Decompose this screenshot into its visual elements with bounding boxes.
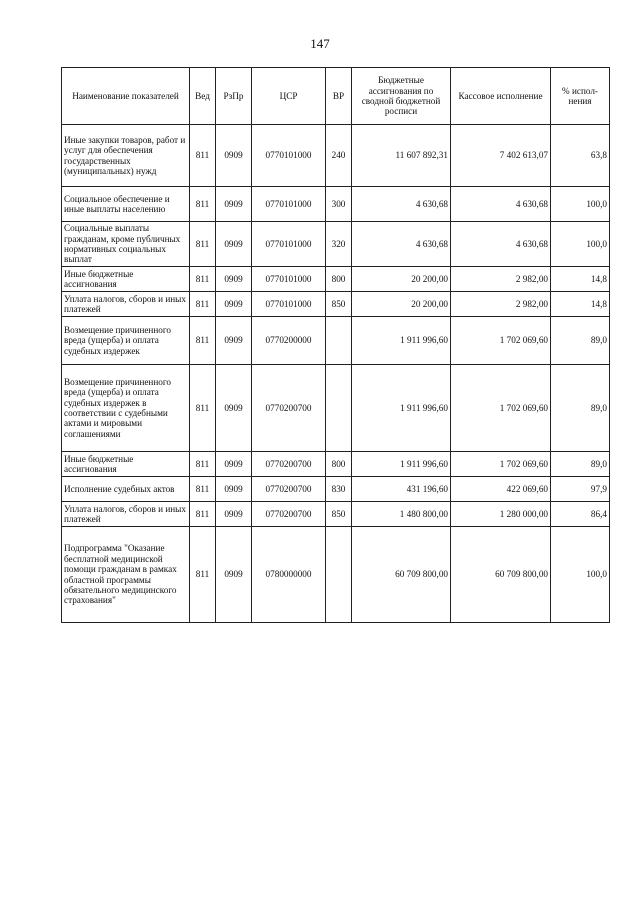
row-cash-cell: 7 402 613,07 [451,125,551,187]
table-row [62,125,610,187]
row-name-cell: Исполнение судебных актов [62,477,190,502]
row-vr-cell: 830 [326,477,352,502]
row-ved-cell: 811 [190,222,216,267]
row-name-cell: Социальное обеспечение и иные выплаты населению [62,187,190,222]
row-pct-cell: 100,0 [551,222,610,267]
row-csr-cell: 0770101000 [252,125,326,187]
row-budget-cell: 11 607 892,31 [352,125,451,187]
row-csr-cell: 0770200000 [252,317,326,365]
row-csr-cell: 0770101000 [252,222,326,267]
row-rzpr-cell: 0909 [216,452,252,477]
row-pct-cell: 63,8 [551,125,610,187]
row-budget-cell: 1 911 996,60 [352,365,451,452]
table-row [62,317,610,365]
row-csr-cell: 0770200700 [252,365,326,452]
row-ved-cell: 811 [190,267,216,292]
row-pct-cell: 14,8 [551,267,610,292]
row-ved-cell: 811 [190,502,216,527]
row-budget-cell: 4 630,68 [352,222,451,267]
row-pct-cell: 89,0 [551,365,610,452]
table-row [62,222,610,267]
row-rzpr-cell: 0909 [216,477,252,502]
row-ved-cell: 811 [190,317,216,365]
row-vr-cell: 240 [326,125,352,187]
row-ved-cell: 811 [190,452,216,477]
row-rzpr-cell: 0909 [216,502,252,527]
row-ved-cell: 811 [190,187,216,222]
row-ved-cell: 811 [190,527,216,623]
row-budget-cell: 20 200,00 [352,292,451,317]
row-vr-cell: 800 [326,267,352,292]
row-name-cell: Иные закупки товаров, работ и услуг для обеспечения государственных (муниципальных) нужд [62,125,190,187]
row-cash-cell: 4 630,68 [451,187,551,222]
row-rzpr-cell: 0909 [216,222,252,267]
row-rzpr-cell: 0909 [216,187,252,222]
row-csr-cell: 0770101000 [252,187,326,222]
header-ved: Вед [190,68,216,125]
row-budget-cell: 4 630,68 [352,187,451,222]
header-cash: Кассовое исполнение [451,68,551,125]
row-name-cell: Социальные выплаты гражданам, кроме публичных нормативных социальных выплат [62,222,190,267]
row-csr-cell: 0770101000 [252,292,326,317]
header-name: Наименование показателей [62,68,190,125]
header-pct: % испол-нения [551,68,610,125]
row-name-cell: Иные бюджетные ассигнования [62,267,190,292]
header-rzpr: РзПр [216,68,252,125]
table-body [62,125,610,623]
table-row [62,527,610,623]
row-pct-cell: 89,0 [551,317,610,365]
row-cash-cell: 1 280 000,00 [451,502,551,527]
row-budget-cell: 431 196,60 [352,477,451,502]
row-name-cell: Возмещение причиненного вреда (ущерба) и оплата судебных издержек [62,317,190,365]
row-rzpr-cell: 0909 [216,125,252,187]
row-rzpr-cell: 0909 [216,267,252,292]
row-pct-cell: 97,9 [551,477,610,502]
row-vr-cell: 300 [326,187,352,222]
table-row [62,267,610,292]
row-vr-cell: 850 [326,502,352,527]
row-rzpr-cell: 0909 [216,527,252,623]
table-row [62,365,610,452]
row-csr-cell: 0770200700 [252,452,326,477]
row-name-cell: Подпрограмма "Оказание бесплатной медицинской помощи гражданам в рамках областной программы обязательного медицинского страхования" [62,527,190,623]
row-vr-cell [326,317,352,365]
row-vr-cell: 800 [326,452,352,477]
row-cash-cell: 4 630,68 [451,222,551,267]
row-cash-cell: 2 982,00 [451,292,551,317]
row-csr-cell: 0770200700 [252,477,326,502]
row-rzpr-cell: 0909 [216,365,252,452]
row-name-cell: Иные бюджетные ассигнования [62,452,190,477]
table-row [62,502,610,527]
row-vr-cell: 850 [326,292,352,317]
row-budget-cell: 60 709 800,00 [352,527,451,623]
row-csr-cell: 0780000000 [252,527,326,623]
row-pct-cell: 14,8 [551,292,610,317]
row-rzpr-cell: 0909 [216,292,252,317]
table-row [62,187,610,222]
table-row [62,292,610,317]
row-ved-cell: 811 [190,292,216,317]
row-cash-cell: 2 982,00 [451,267,551,292]
row-cash-cell: 60 709 800,00 [451,527,551,623]
row-pct-cell: 100,0 [551,527,610,623]
row-budget-cell: 1 480 800,00 [352,502,451,527]
row-name-cell: Возмещение причиненного вреда (ущерба) и оплата судебных издержек в соответствии с судебными актами и мировыми соглашениями [62,365,190,452]
header-csr: ЦСР [252,68,326,125]
row-ved-cell: 811 [190,365,216,452]
table-row [62,477,610,502]
row-ved-cell: 811 [190,125,216,187]
row-cash-cell: 1 702 069,60 [451,317,551,365]
row-vr-cell [326,527,352,623]
row-cash-cell: 1 702 069,60 [451,452,551,477]
row-budget-cell: 20 200,00 [352,267,451,292]
row-ved-cell: 811 [190,477,216,502]
row-vr-cell: 320 [326,222,352,267]
header-budget: Бюджетные ассигнования по сводной бюджетной росписи [352,68,451,125]
header-vr: ВР [326,68,352,125]
row-name-cell: Уплата налогов, сборов и иных платежей [62,502,190,527]
budget-execution-table [61,67,610,623]
row-csr-cell: 0770200700 [252,502,326,527]
row-vr-cell [326,365,352,452]
row-pct-cell: 86,4 [551,502,610,527]
row-csr-cell: 0770101000 [252,267,326,292]
row-budget-cell: 1 911 996,60 [352,317,451,365]
table-header-row [62,68,610,125]
row-rzpr-cell: 0909 [216,317,252,365]
row-cash-cell: 1 702 069,60 [451,365,551,452]
row-pct-cell: 100,0 [551,187,610,222]
row-budget-cell: 1 911 996,60 [352,452,451,477]
table-row [62,452,610,477]
row-pct-cell: 89,0 [551,452,610,477]
row-name-cell: Уплата налогов, сборов и иных платежей [62,292,190,317]
page-number: 147 [310,36,330,51]
row-cash-cell: 422 069,60 [451,477,551,502]
